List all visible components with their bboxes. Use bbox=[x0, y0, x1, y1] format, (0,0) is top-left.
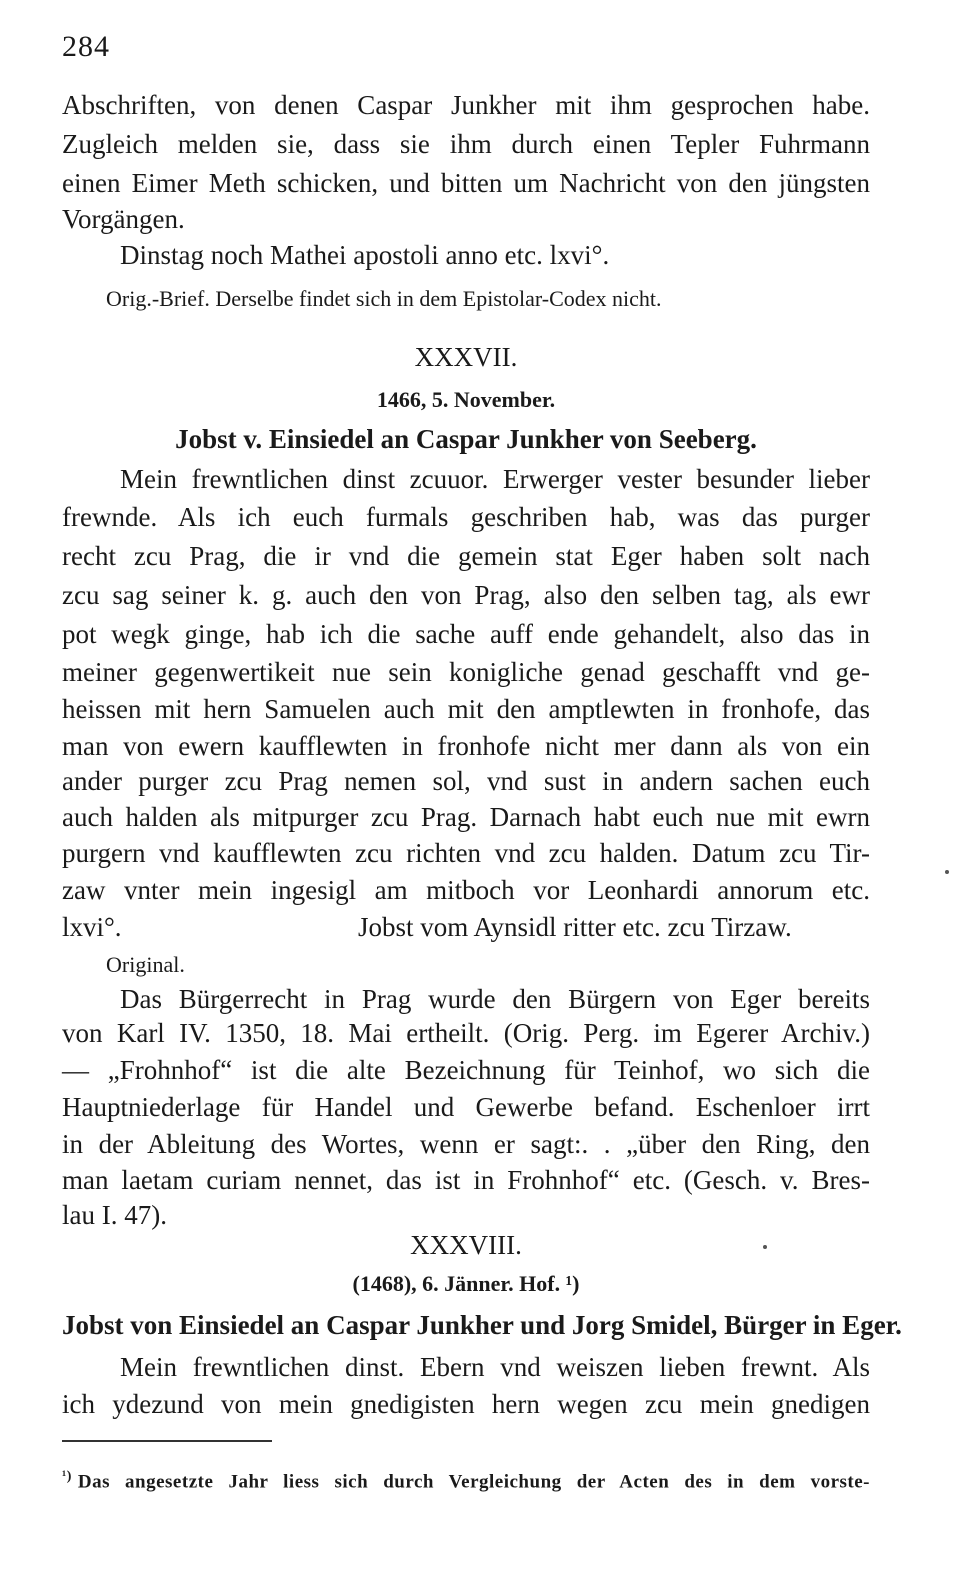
text-line: recht zcu Prag, die ir vnd die gemein stat Eger haben solt nach bbox=[62, 541, 870, 571]
text-line: Mein frewntlichen dinst. Ebern vnd weiszen lieben frewnt. Als bbox=[120, 1352, 870, 1382]
text-line: pot wegk ginge, hab ich die sache auff ende gehandelt, also das in bbox=[62, 619, 870, 649]
text-line: heissen mit hern Samuelen auch mit den amptlewten in fronhofe, das bbox=[62, 694, 870, 724]
section-date: 1466, 5. November. bbox=[376, 387, 556, 412]
section-date: (1468), 6. Jänner. Hof. ¹) bbox=[352, 1271, 580, 1296]
text-line: man von ewern kaufflewten in fronhofe nicht mer dann als von ein bbox=[62, 731, 870, 761]
note-line: Hauptniederlage für Handel und Gewerbe befand. Eschenloer irrt bbox=[62, 1092, 870, 1122]
text-line: Vorgängen. bbox=[62, 204, 185, 234]
text-line: purgern vnd kaufflewten zcu richten vnd zcu halden. Datum zcu Tir- bbox=[62, 838, 870, 868]
text-line: Zugleich melden sie, dass sie ihm durch einen Tepler Fuhrmann bbox=[62, 129, 870, 159]
text-line: ich ydezund von mein gnedigisten hern wegen zcu mein gnedigen bbox=[62, 1389, 870, 1419]
note-line: in der Ableitung des Wortes, wenn er sagt:. . „über den Ring, den bbox=[62, 1129, 870, 1159]
text-line: auch halden als mitpurger zcu Prag. Darnach habt euch nue mit ewrn bbox=[62, 802, 870, 832]
letter-heading: Jobst von Einsiedel an Caspar Junkher und Jorg Smidel, Bürger in Eger. bbox=[62, 1310, 902, 1340]
footnote bbox=[62, 1464, 870, 1495]
note-line: man laetam curiam nennet, das ist in Frohnhof“ etc. (Gesch. v. Bres- bbox=[62, 1165, 870, 1195]
text-line: einen Eimer Meth schicken, und bitten um Nachricht von den jüngsten bbox=[62, 168, 870, 198]
footnote-marker: ¹) bbox=[62, 1469, 72, 1484]
date-line: Dinstag noch Mathei apostoli anno etc. lxvi°. bbox=[120, 240, 610, 270]
source-note: Original. bbox=[106, 952, 185, 977]
source-note: Orig.-Brief. Derselbe findet sich in dem Epistolar-Codex nicht. bbox=[106, 286, 662, 311]
note-line: von Karl IV. 1350, 18. Mai ertheilt. (Orig. Perg. im Egerer Archiv.) bbox=[62, 1018, 870, 1048]
text-line: Mein frewntlichen dinst zcuuor. Erwerger vester besunder lieber bbox=[120, 464, 870, 494]
letter-heading: Jobst v. Einsiedel an Caspar Junkher von Seeberg. bbox=[175, 424, 757, 454]
note-line: Das Bürgerrecht in Prag wurde den Bürgern von Eger bereits bbox=[120, 984, 870, 1014]
speck-mark bbox=[763, 1245, 767, 1249]
footnote-rule bbox=[62, 1440, 272, 1442]
text-line: meiner gegenwertikeit nue sein konigliche genad geschafft vnd ge- bbox=[62, 657, 870, 687]
footnote-text: Das angesetzte Jahr liess sich durch Vergleichung der Acten des in dem vorste- bbox=[77, 1471, 870, 1493]
text-line: ander purger zcu Prag nemen sol, vnd sust in andern sachen euch bbox=[62, 766, 870, 796]
text-line: zcu sag seiner k. g. auch den von Prag, also den selben tag, als ewr bbox=[62, 580, 870, 610]
text-line: Abschriften, von denen Caspar Junkher mit ihm gesprochen habe. bbox=[62, 90, 870, 120]
note-line: lau I. 47). bbox=[62, 1200, 167, 1230]
signature-line: Jobst vom Aynsidl ritter etc. zcu Tirzaw. bbox=[358, 912, 792, 942]
text-line: lxvi°. bbox=[62, 912, 122, 942]
section-number: XXXVII. bbox=[414, 342, 518, 372]
note-line: — „Frohnhof“ ist die alte Bezeichnung für Teinhof, wo sich die bbox=[62, 1055, 870, 1085]
speck-mark bbox=[945, 870, 949, 874]
text-line: frewnde. Als ich euch furmals geschriben hab, was das purger bbox=[62, 502, 870, 532]
text-line: zaw vnter mein ingesigl am mitboch vor Leonhardi annorum etc. bbox=[62, 875, 870, 905]
section-number: XXXVIII. bbox=[410, 1230, 522, 1260]
page-number: 284 bbox=[62, 30, 110, 63]
